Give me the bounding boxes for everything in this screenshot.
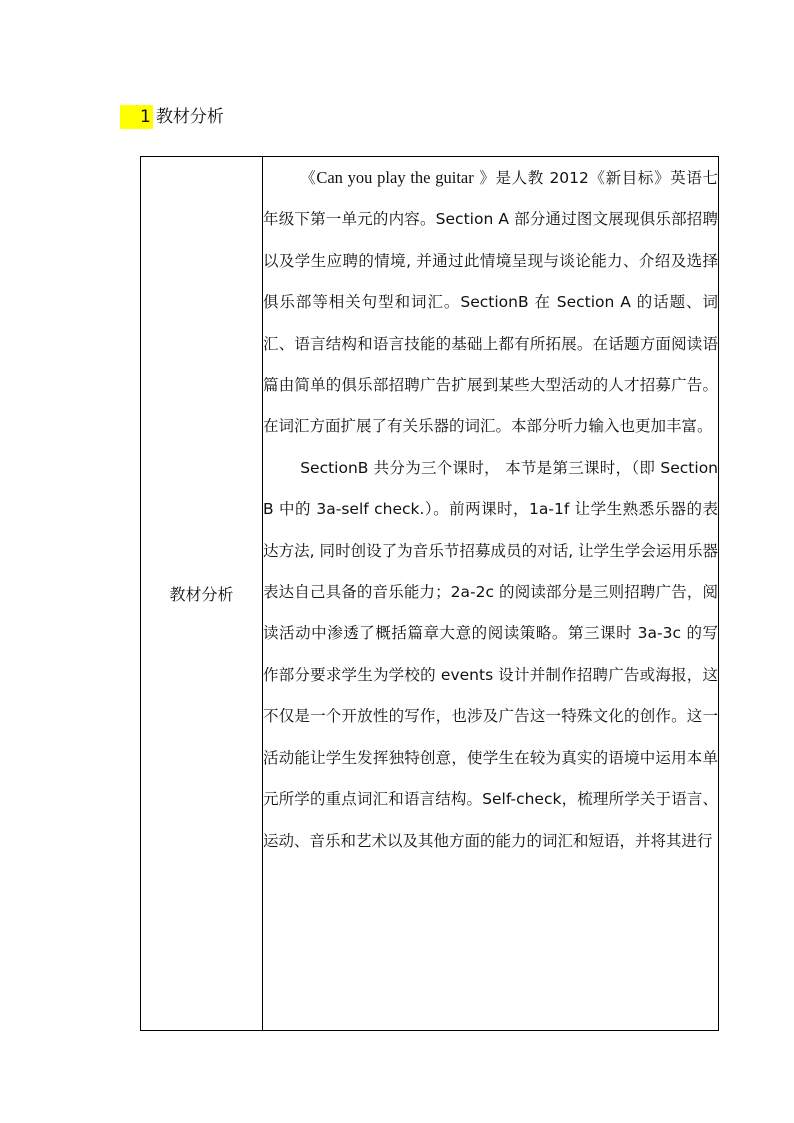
- paragraph-2: SectionB 共分为三个课时， 本节是第三课时，（即 Section B 中的 3a-self check.）。前两课时，1a-1f 让学生熟悉乐器的表达方法, 同时创设了为音乐节招募成员的对话, 让学生学会运用乐器表达自己具备的音乐能力；2a-2c 的阅读部分是三则招聘广告，阅读活动中渗透了概括篇章大意的阅读策略。第三课时 3a-3c 的写作部分要求学生为学校的 events 设计并制作招聘广告或海报，这不仅是一个开放性的写作，也涉及广告这一特殊文化的创作。这一活动能让学生发挥独特创意，使学生在较为真实的语境中运用本单元所学的重点词汇和语言结构。Self-check，梳理所学关于语言、运动、音乐和艺术以及其他方面的能力的词汇和短语，并将其进行: [263, 458, 718, 850]
- section-heading: [120, 104, 224, 130]
- analysis-table: [140, 156, 719, 1031]
- section-title: 教材分析: [155, 107, 224, 127]
- row-label-cell: [141, 157, 263, 1031]
- row-label: 教材分析: [169, 585, 234, 604]
- paragraph-1: [263, 157, 718, 448]
- content-cell: [263, 157, 719, 1031]
- quote-open: 《: [300, 169, 317, 187]
- book-title: Can you play the guitar: [316, 168, 474, 187]
- section-number: 1: [120, 105, 153, 129]
- table-row: [141, 157, 719, 1031]
- paragraph-1-text: 》是人教 2012《新目标》英语七年级下第一单元的内容。Section A 部分通过图文展现俱乐部招聘以及学生应聘的情境, 并通过此情境呈现与谈论能力、介绍及选择俱乐部等相关句型和词汇。SectionB 在 Section A 的话题、词汇、语言结构和语言技能的基础上都有所拓展。在话题方面阅读语篇由简单的俱乐部招聘广告扩展到某些大型活动的人才招募广告。在词汇方面扩展了有关乐器的词汇。本部分听力输入也更加丰富。: [263, 169, 718, 436]
